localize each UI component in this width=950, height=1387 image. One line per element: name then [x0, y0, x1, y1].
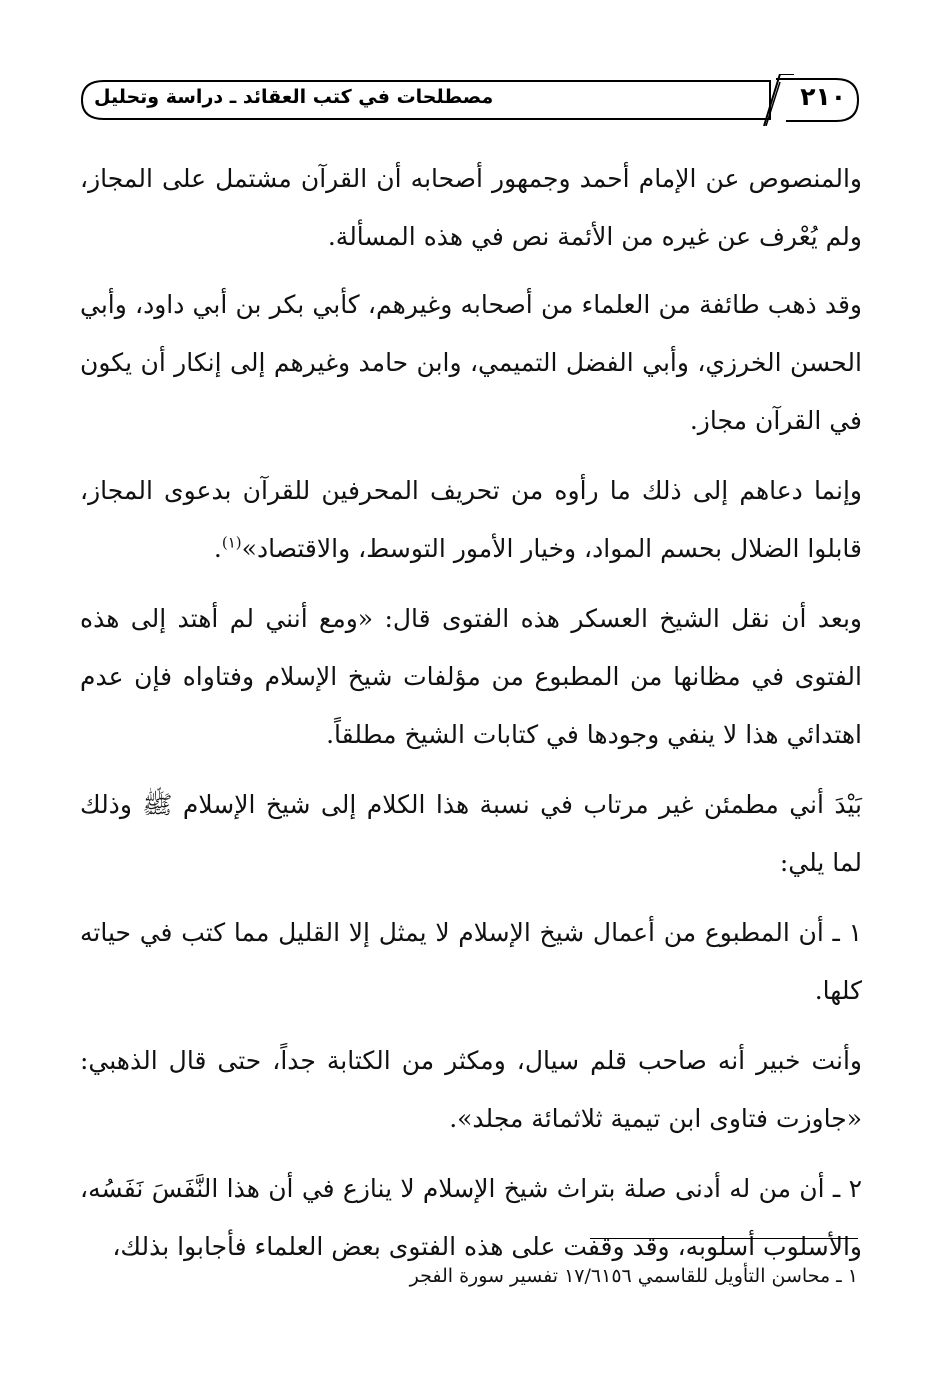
paragraph: وبعد أن نقل الشيخ العسكر هذه الفتوى قال: «ومع أنني لم أهتد إلى هذه الفتوى في مظانها من المطبوع من مؤلفات شيخ الإسلام وفتاواه فإن عدم اهتدائي هذا لا ينفي وجودها في كتابات الشيخ مطلقاً. — [80, 604, 862, 749]
footnote-reference[interactable]: (١) — [221, 533, 242, 552]
paragraph-with-footnote — [80, 462, 862, 578]
paragraph: ٢ ـ أن من له أدنى صلة بتراث شيخ الإسلام لا ينازع في أن هذا النَّفَسَ نَفَسُه، والأسلوب أسلوبه، وقد وقفت على هذه الفتوى بعض العلماء فأجابوا بذلك، — [80, 1174, 862, 1261]
running-header — [80, 74, 860, 126]
page-body — [80, 150, 862, 1288]
page-number: ٢١٠ — [800, 82, 846, 111]
paragraph: وقد ذهب طائفة من العلماء من أصحابه وغيرهم، كأبي بكر بن أبي داود، وأبي الحسن الخرزي، وأبي الفضل التميمي، وابن حامد وغيرهم إلى إنكار أن يكون في القرآن مجاز. — [80, 290, 862, 435]
paragraph-end: . — [213, 534, 222, 563]
paragraph: وأنت خبير أنه صاحب قلم سيال، ومكثر من الكتابة جداً، حتى قال الذهبي: «جاوزت فتاوى ابن تيمية ثلاثمائة مجلد». — [80, 1046, 862, 1133]
paragraph: ١ ـ أن المطبوع من أعمال شيخ الإسلام لا يمثل إلا القليل مما كتب في حياته كلها. — [80, 918, 862, 1005]
footnote: ١ ـ محاسن التأويل للقاسمي ١٧/٦١٥٦ تفسير سورة الفجر — [409, 1265, 858, 1287]
paragraph-text: وإنما دعاهم إلى ذلك ما رأوه من تحريف المحرفين للقرآن بدعوى المجاز، قابلوا الضلال بحسم المواد، وخيار الأمور التوسط، والاقتصاد» — [80, 476, 862, 563]
paragraph: والمنصوص عن الإمام أحمد وجمهور أصحابه أن القرآن مشتمل على المجاز، ولم يُعْرف عن غيره من الأئمة نص في هذه المسألة. — [80, 164, 862, 251]
footnote-separator — [590, 1238, 858, 1239]
book-title: مصطلحات في كتب العقائد ـ دراسة وتحليل — [94, 86, 494, 108]
paragraph: بَيْدَ أني مطمئن غير مرتاب في نسبة هذا الكلام إلى شيخ الإسلام ﷺ وذلك لما يلي: — [80, 790, 862, 877]
